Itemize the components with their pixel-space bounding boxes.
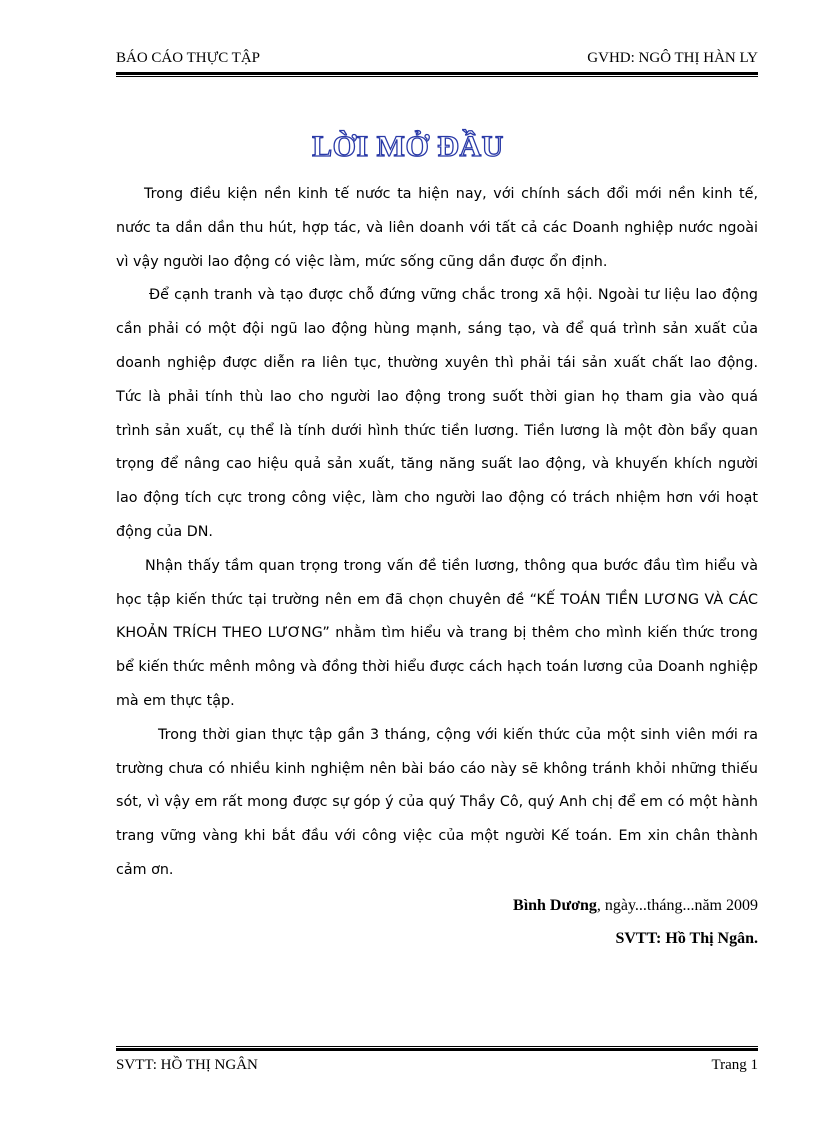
date-line	[513, 897, 758, 915]
footer-divider	[116, 1046, 758, 1051]
paragraph-2: Để cạnh tranh và tạo được chỗ đứng vững chắc trong xã hội. Ngoài tư liệu lao động cần phải có một đội ngũ lao động hùng mạnh, sáng tạo, và để quá trình sản xuất của doanh nghiệp được diễn ra liên tục, thường xuyên thì phải tái sản xuất chất lao động. Tức là phải tính thù lao cho người lao động trong suốt thời gian họ tham gia vào quá trình sản xuất, cụ thể là tính dưới hình thức tiền lương. Tiền lương là một đòn bẩy quan trọng để nâng cao hiệu quả sản xuất, tăng năng suất lao động, và khuyến khích người lao động tích cực trong công việc, làm cho người lao động có trách nhiệm hơn với hoạt động của DN.	[116, 287, 758, 540]
paragraph-4: Trong thời gian thực tập gần 3 tháng, cộng với kiến thức của một sinh viên mới ra trường chưa có nhiều kinh nghiệm nên bài báo cáo này sẽ không tránh khỏi những thiếu sót, vì vậy em rất mong được sự góp ý của quý Thầy Cô, quý Anh chị để em có một hành trang vững vàng khi bắt đầu với công việc của một người Kế toán. Em xin chân thành cảm ơn.	[116, 726, 758, 878]
paragraph-1: Trong điều kiện nền kinh tế nước ta hiện nay, với chính sách đổi mới nền kinh tế, nước ta dần dần thu hút, hợp tác, và liên doanh với tất cả các Doanh nghiệp nước ngoài vì vậy người lao động có việc làm, mức sống cũng dần được ổn định.	[116, 186, 758, 270]
page-footer	[116, 1057, 758, 1077]
footer-student: SVTT: HỒ THỊ NGÂN	[116, 1057, 258, 1073]
paragraph-3: Nhận thấy tầm quan trọng trong vấn đề tiền lương, thông qua bước đầu tìm hiểu và học tập kiến thức tại trường nên em đã chọn chuyên đề “KẾ TOÁN TIỀN LƯƠNG VÀ CÁC KHOẢN TRÍCH THEO LƯƠNG” nhằm tìm hiểu và trang bị thêm cho mình kiến thức trong bể kiến thức mênh mông và đồng thời hiểu được cách hạch toán lương của Doanh nghiệp mà em thực tập.	[116, 557, 758, 709]
header-report-title: BÁO CÁO THỰC TẬP	[116, 50, 261, 66]
header-advisor: GVHD: NGÔ THỊ HÀN LY	[587, 50, 758, 66]
signer-line: SVTT: Hồ Thị Ngân.	[615, 930, 758, 947]
page-number: Trang 1	[711, 1057, 758, 1073]
date-text: , ngày...tháng...năm 2009	[596, 897, 758, 914]
page-title: LỜI MỞ ĐẦU	[312, 130, 504, 163]
header-divider	[116, 72, 758, 77]
page-header	[116, 50, 758, 70]
date-place: Bình Dương	[513, 897, 597, 914]
document-body	[116, 178, 758, 888]
